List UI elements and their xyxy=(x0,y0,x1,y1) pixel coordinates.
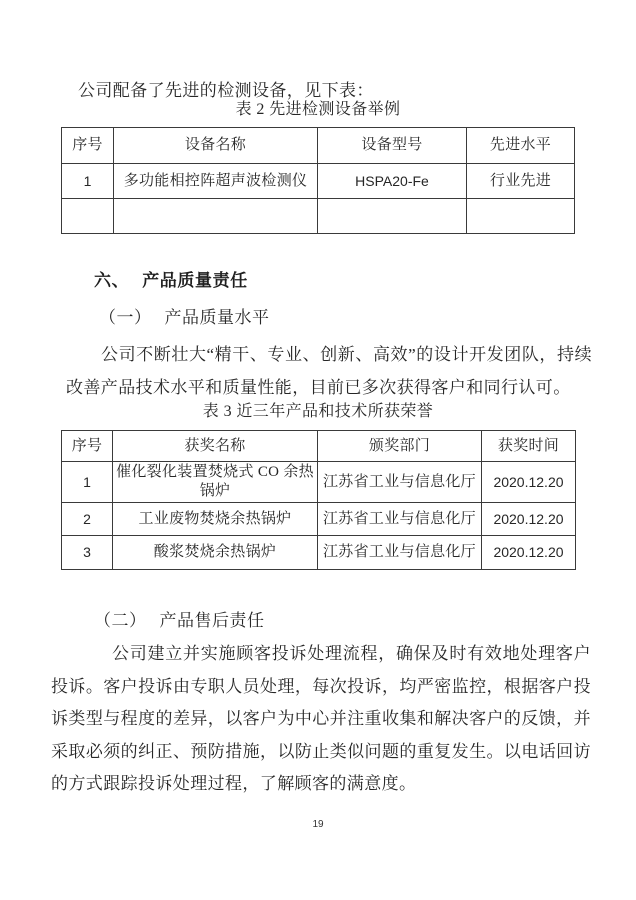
subsection-2-number: （二） xyxy=(94,611,147,630)
table-row xyxy=(62,164,575,199)
subsection-1-number: （一） xyxy=(99,308,152,327)
table-cell: 2020.12.20 xyxy=(482,503,576,536)
table-cell: 2020.12.20 xyxy=(482,462,576,503)
quality-paragraph: 公司不断壮大“精干、专业、创新、高效”的设计开发团队，持续改善产品技术水平和质量性能，目前已多次获得客户和同行认可。 xyxy=(66,345,592,397)
table-cell: 行业先进 xyxy=(467,164,575,199)
table2-caption: 表 2 先进检测设备举例 xyxy=(235,101,401,118)
subsection-2-label: 产品售后责任 xyxy=(159,611,265,630)
table-cell xyxy=(318,199,467,234)
subsection-1-heading xyxy=(99,303,270,333)
table-row-empty xyxy=(62,199,575,234)
intro-paragraph: 公司配备了先进的检测设备，见下表： xyxy=(78,81,374,100)
subsection-2-heading xyxy=(94,606,265,636)
table-cell: 1 xyxy=(62,462,113,503)
table-cell: 江苏省工业与信息化厅 xyxy=(318,462,482,503)
equipment-table xyxy=(61,127,575,234)
table-header-row xyxy=(62,431,576,462)
table-cell: 1 xyxy=(62,164,114,199)
table-cell xyxy=(62,199,114,234)
table-cell: 2 xyxy=(62,503,113,536)
aftersales-paragraph: 公司建立并实施顾客投诉处理流程，确保及时有效地处理客户投诉。客户投诉由专职人员处理，每次投诉，均严密监控，根据客户投诉类型与程度的差异，以客户为中心并注重收集和解决客户的反馈，并采取必须的纠正、预防措施，以防止类似问题的重复发生。以电话回访的方式跟踪投诉处理过程，了解顾客的满意度。 xyxy=(51,644,591,794)
table-cell: 江苏省工业与信息化厅 xyxy=(318,503,482,536)
table-cell: 江苏省工业与信息化厅 xyxy=(318,536,482,570)
table-cell: HSPA20-Fe xyxy=(318,164,467,199)
awards-table xyxy=(61,430,576,570)
table-header-cell: 获奖时间 xyxy=(482,431,576,462)
table-header-cell: 获奖名称 xyxy=(113,431,318,462)
table-cell: 酸浆焚烧余热锅炉 xyxy=(113,536,318,570)
table3-caption: 表 3 近三年产品和技术所获荣誉 xyxy=(202,403,434,420)
table-header-row xyxy=(62,128,575,164)
table-cell xyxy=(114,199,318,234)
table-cell: 多功能相控阵超声波检测仪 xyxy=(114,164,318,199)
table-cell: 2020.12.20 xyxy=(482,536,576,570)
table-header-cell: 设备名称 xyxy=(114,128,318,164)
table-row xyxy=(62,503,576,536)
section-heading-number: 六、 xyxy=(94,271,130,290)
table-cell: 催化裂化装置焚烧式 CO 余热锅炉 xyxy=(113,462,318,503)
section-heading xyxy=(94,266,248,296)
table-header-cell: 先进水平 xyxy=(467,128,575,164)
table-row xyxy=(62,462,576,503)
table-row xyxy=(62,536,576,570)
table-cell: 3 xyxy=(62,536,113,570)
table-header-cell: 设备型号 xyxy=(318,128,467,164)
table-cell xyxy=(467,199,575,234)
table-header-cell: 颁奖部门 xyxy=(318,431,482,462)
table-header-cell: 序号 xyxy=(62,128,114,164)
section-heading-label: 产品质量责任 xyxy=(142,271,248,290)
page-number: 19 xyxy=(312,819,324,830)
subsection-1-label: 产品质量水平 xyxy=(164,308,270,327)
table-cell: 工业废物焚烧余热锅炉 xyxy=(113,503,318,536)
table-header-cell: 序号 xyxy=(62,431,113,462)
